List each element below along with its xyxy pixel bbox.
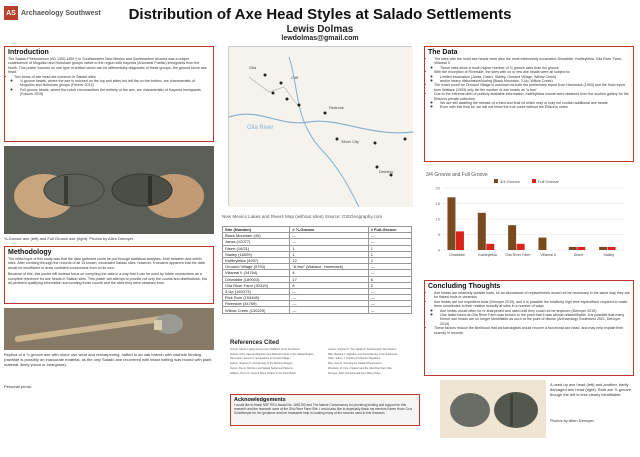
intro-paragraph: The Salado Phenomenon (AD 1300-1450+) in Southwestern New Mexico and Southeastern Arizona was a unique coalescence of Mogollon and Hohokam groups native to the region with Kayenta (Ancestral Pueblo) immigrants from the North. This poster focuses on one type of artifact which can be differentially diagnostic of these groups--the ground stone axe head. <box>8 57 207 75</box>
ack-heading: Acknowledgements <box>234 397 286 403</box>
y-tick-label: 20 <box>435 185 440 191</box>
x-tick-label: Dinwiddie <box>449 253 465 257</box>
map-label: Redrock <box>329 105 344 110</box>
references-heading: References Cited <box>230 340 280 346</box>
table-cell: — <box>368 295 411 301</box>
table-cell: Willow Creek (130229) <box>223 307 290 313</box>
bar <box>508 225 516 250</box>
conclusion-bullet: • Axe heads are relatively durable tools, so an abundance of replacements would not be necessary in the same way they are for flaked tools or ceramics <box>434 291 630 300</box>
x-tick-label: Disert <box>573 253 584 257</box>
legend-label: 3/4 Groove <box>500 179 520 184</box>
table-cell: Black Mountain (40) <box>223 233 290 239</box>
conclusion-sub-bullet: ◦ One failed found at Gila River Farm was broken to the point that it was almost unidentifiable. It is possible that many former axe heads are no longer identifiable as such at the point of disuse (Archaeology Southwest 2021, Denoyer 2019) <box>440 313 630 326</box>
x-tick-label: Stailey <box>603 253 615 257</box>
table-cell: Disert (16/21) <box>223 245 290 251</box>
map-label: Gila <box>249 65 257 70</box>
map-label: Gila River <box>247 125 274 131</box>
legend-swatch <box>494 179 498 183</box>
x-tick-label: Gila River Farm <box>505 253 531 257</box>
intro-sub-bullet: ◦ ¾ groove heads, where the axe is notched on the top and sides but left flat on the bottom, are characteristic of Mogollon and Hohokam groups (Fenner 2013) <box>20 79 210 88</box>
table-cell: Dinwiddie (189003) <box>223 276 290 282</box>
table-cell: — <box>290 301 368 307</box>
reference-entry: Lekson, Stephen H. The Salado in Southwestern New Mexico. <box>328 348 398 351</box>
author-email: lewdolmas@gmail.com <box>281 35 359 42</box>
table-header-cell: # ¾-Groove <box>290 227 368 233</box>
axe-photo-illustration <box>4 146 214 234</box>
table-cell: Ormand Village (5793) <box>223 264 290 270</box>
data-sub-bullet: ◦ and/or heavy disturbance/looting (Black Mountain, 3-Up, Willow Creek) <box>440 79 630 83</box>
reference-entry: Wallace, Henry D. Ground Stone Studies in the Tonto Basin. <box>230 371 297 375</box>
logo-mark: AS <box>4 6 18 20</box>
method-paragraph: The initial hope of this study was that the data gathered could be put through statistical analyses, both between and within sites. After combing through the records of all 13 known, excavated Salado sites, however, it became apparent that the data would be insufficient to draw confident conclusions from on its own. <box>8 257 205 270</box>
logo-text: Archaeology Southwest <box>21 9 101 17</box>
map-caption: New Mexico Lakes and Rivers Map (without sites) Source: GISGeography.com <box>222 214 383 219</box>
data-bullet: • The exact count for Ormand Village is unknown as both the preliminary report from Hammack (1993) and the final report from Wallace (1993) only list the number of axe heads as "a few" <box>434 83 630 92</box>
y-tick-label: 0 <box>437 247 440 253</box>
x-tick-label: Kwilleylekia <box>478 253 497 257</box>
table-cell: — <box>368 301 411 307</box>
bar <box>517 244 525 250</box>
table-cell: 2 <box>368 257 411 263</box>
table-cell: 1 <box>290 245 368 251</box>
acknowledgements-box <box>230 394 420 426</box>
data-sub-bullet: ◦ Even with this final lot, we will not know the true count without the Ellison's notes <box>440 105 630 109</box>
logo <box>4 4 114 22</box>
table-cell: "A few" (Wallace, Hammack) <box>290 264 368 270</box>
table-cell: — <box>368 307 411 313</box>
axe-count-table-wrap <box>222 226 418 314</box>
hafted-axe-photo <box>4 308 214 350</box>
table-cell: 6 <box>368 276 411 282</box>
axe-photo-pair <box>4 146 214 234</box>
site-map <box>228 46 412 206</box>
legend-label: Full Groove <box>538 179 559 184</box>
axe-photo-caption: ¾-Groove axe (left) and Full Groove axe (right). Photos by Allen Denoyer. <box>4 236 135 241</box>
intro-bullet: • Two forms of axe head are common in Salado sites <box>14 75 210 79</box>
used-axe-caption: A used up axe head (left) and another, badly damaged axe head (right). Both are ¾ groove, though the left is less clearly identifiable. <box>550 382 633 397</box>
table-cell: 3-Up (160373) <box>223 288 290 294</box>
table-cell: 1 <box>368 245 411 251</box>
bar <box>478 213 486 250</box>
bar <box>599 247 607 250</box>
reference-entry: Nelson, Ben A. Mimbres and Salado Settlement Patterns. <box>230 366 294 370</box>
table-cell: — <box>290 239 368 245</box>
hafted-axe-credit: Personal photo. <box>4 384 33 389</box>
bar <box>447 197 455 250</box>
x-tick-label: Villareal II <box>540 253 557 257</box>
reference-entry: Hammack, Laurens C. Excavations at Ormand Village. <box>230 357 291 361</box>
data-sub-bullet: ◦ Limited excavation (Janss, Disert, Stailey, Ormand Village, Willow Creek) <box>440 75 630 79</box>
table-header-cell: Site (Number) <box>223 227 290 233</box>
table-cell: 8 <box>290 282 368 288</box>
conclusion-bullet: • Axe heads are not expedient tools (Denoyer 2019), and it is possible the relatively high time expenditure required to make them contributes to their relative scarcity at sites in a number of ways <box>434 300 630 309</box>
bar <box>569 247 577 250</box>
table-cell: 12 <box>290 257 368 263</box>
reference-entry: Woodson, M. Kyle. Irrigation and the Gila River Farm Site. <box>328 366 393 370</box>
table-cell: Kwilleylekia (4937) <box>223 257 290 263</box>
reference-entry: Clark, Jeffery J. Tracking Prehistoric Migrations. <box>328 357 381 361</box>
table-cell: — <box>368 264 411 270</box>
map-illustration <box>229 47 413 207</box>
intro-box <box>4 46 214 142</box>
table-cell: — <box>368 233 411 239</box>
bar-chart <box>424 172 634 276</box>
table-cell: 1 <box>290 251 368 257</box>
table-cell: — <box>290 307 368 313</box>
author-name: Lewis Dolmas <box>286 24 354 35</box>
map-label: Deming <box>379 169 393 174</box>
table-cell: 2 <box>368 282 411 288</box>
table-cell: — <box>368 239 411 245</box>
table-cell: — <box>368 270 411 276</box>
intro-heading: Introduction <box>8 49 49 56</box>
intro-sub-bullet: ◦ Full groove heads, where the notch circumscribes the entirety of the axe, are characteristic of Kayenta immigrants (Folsom 2015) <box>20 88 210 97</box>
table-cell: Rick Ruin (153465) <box>223 295 290 301</box>
table-cell: — <box>290 288 368 294</box>
method-paragraph: Because of this, this poster will instead focus on compiling the data in a way that it can be used by future researchers as a complete reference for axe heads in Salado sites. This poster will attempt to provide not only the counts and distributions, but all pertinent qualifying information surrounding those counts and the sites they were obtained from. <box>8 272 207 286</box>
table-cell: Riverside (34769) <box>223 301 290 307</box>
data-bullet: • With the exception of Riverside, the sites with no or few axe heads were all subject to: <box>434 70 630 74</box>
used-axe-illustration <box>440 380 546 438</box>
chart-title: 3/4 Groove and Full Groove <box>426 172 488 178</box>
table-cell: Stailey (16009) <box>223 251 290 257</box>
references-left-column <box>230 348 322 376</box>
table-header-cell: # Full-Groove <box>368 227 411 233</box>
data-heading: The Data <box>428 49 458 56</box>
ack-text: I would like to thank NSF REU Award No. 1851763 and The Nature Conservancy for providing funding and support for this research and the research done at the Gila River Farm Site. I would also like to especially thank my mentors Karen Hoon Cruz Schollmeyer for her guidance and her invaluable help in locating many of the sources used in this research. <box>234 403 413 415</box>
bar <box>577 247 585 250</box>
data-box <box>424 46 634 162</box>
poster-title: Distribution of Axe Head Styles at Salado Settlements <box>128 6 512 23</box>
map-label: Cliff <box>291 75 298 80</box>
reference-entry: Rice, Glen E. Sourcing the Salado Phenomenon. <box>328 362 383 366</box>
conclusions-box <box>424 280 634 376</box>
method-heading: Methodology <box>8 249 52 256</box>
references-section <box>230 340 420 396</box>
table-cell: Villareal II (34764) <box>223 270 290 276</box>
used-axe-photo <box>440 380 546 438</box>
reference-entry: Mills, Barbara J. Migration and Social Identity in the Southwest. <box>328 352 398 356</box>
reference-entry: Lekson, Stephen H. Archaeology of the Mimbres Region. <box>230 362 293 366</box>
data-bullet: • Due to the extreme dirth of publicly available information, Kwilleylekia counts were obtained from the auction gallery for the Ellison's private collection <box>434 92 630 101</box>
bar-chart-svg <box>424 178 634 274</box>
reference-entry: Folsom, Kelly. Kayenta Migration and Material Culture in the Salado Region. <box>230 352 315 356</box>
bar <box>608 247 616 250</box>
axe-count-table <box>222 226 412 314</box>
table-row <box>223 307 412 313</box>
reference-entry: Fenner, Gloria J. Early Groove Axe Traditions of the Southwest. <box>230 348 301 351</box>
references-right-column <box>328 348 420 376</box>
data-sub-bullet: ◦ We are still awaiting the release of a third and final lot which may or may not contain additional axe heads <box>440 101 630 105</box>
data-sub-bullet: ◦ These sites show a much higher number of ¾ groove axes than full groove <box>440 66 630 70</box>
table-cell: — <box>368 288 411 294</box>
table-cell: — <box>290 295 368 301</box>
data-bullet: • The sites with the most axe heads were also the most extensively excavated: Dinwiddie, Kwilleylekia, Gila River Farm, Villareal II <box>434 57 630 66</box>
y-tick-label: 10 <box>435 216 440 222</box>
y-tick-label: 5 <box>437 232 440 237</box>
table-cell: — <box>290 233 368 239</box>
hafted-axe-caption: Replica of a ¾ groove axe with minor use wear and resharpening, hafted to an oak branch with rawhide binding. (rawhide is possibly an inaccurate material, as the only Salado axe recovered with intact hafting was bound with plant material, likely yucca or beargrass). <box>4 352 212 367</box>
used-axe-credit: Photos by Allen Denoyer. <box>550 418 595 423</box>
table-cell: 1 <box>368 251 411 257</box>
conclusion-bullet: • These factors reduce the likelihood that archaeologists would recover a functional axe head, and may help explain their scarcity in records <box>434 326 630 335</box>
conclusion-sub-bullet: ◦ Axe heads would often be re-sharpened and used until they could not be anymore (Denoyer 2019) <box>440 309 630 313</box>
reference-entry: Denoyer, Allen. Experimental Axe Hafting Notes. <box>328 371 382 375</box>
bar <box>538 238 546 250</box>
bar <box>456 231 464 250</box>
table-cell: 17 <box>290 276 368 282</box>
table-cell: Janss (12077) <box>223 239 290 245</box>
table-cell: 4 <box>290 270 368 276</box>
bar <box>486 244 494 250</box>
table-cell: Gila River Farm (30315) <box>223 282 290 288</box>
method-box <box>4 246 214 304</box>
legend-swatch <box>532 179 536 183</box>
conclusions-heading: Concluding Thoughts <box>428 283 501 290</box>
map-label: Silver City <box>341 139 360 144</box>
y-tick-label: 15 <box>435 201 440 206</box>
hafted-axe-illustration <box>4 308 214 350</box>
